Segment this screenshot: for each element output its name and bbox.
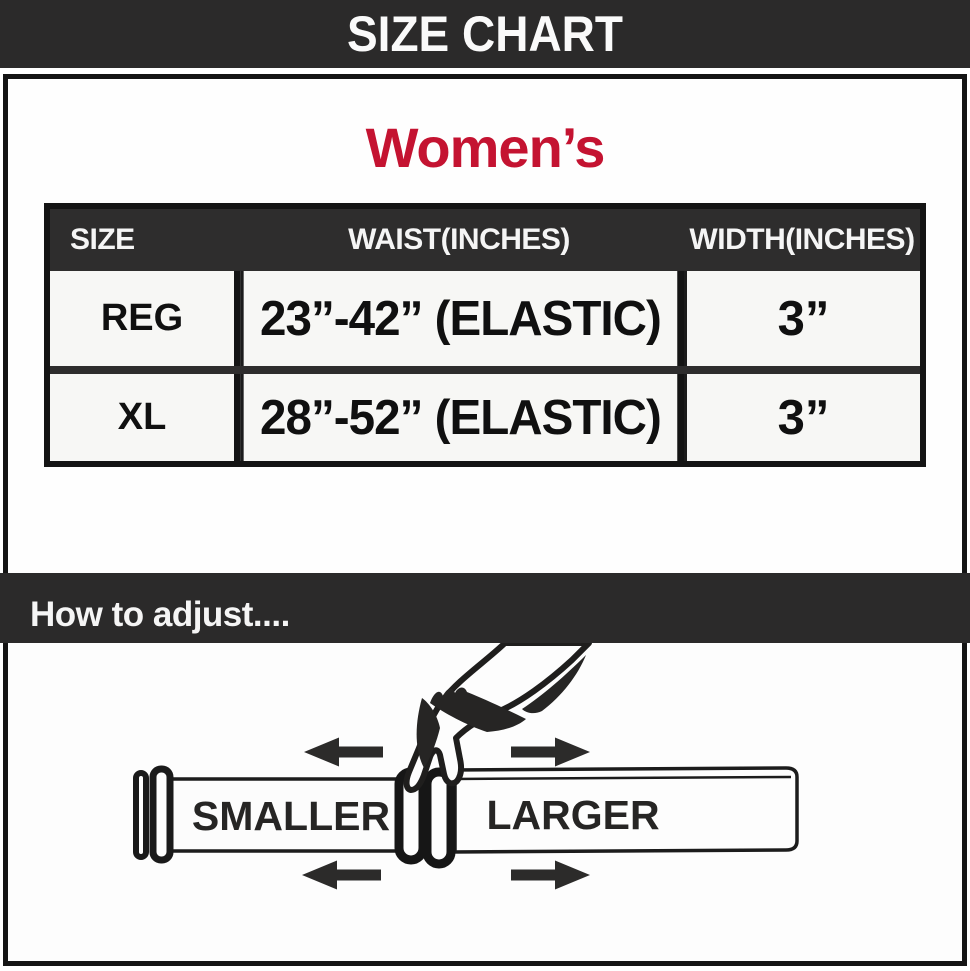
cell-size-xl: XL [50, 374, 234, 461]
smaller-label: SMALLER [191, 793, 391, 839]
womens-panel [3, 74, 967, 573]
column-header-waist: WAIST(INCHES) [348, 223, 570, 256]
table-row [50, 271, 920, 366]
belt-diagram [8, 643, 962, 961]
section-title-womens: Women’s [365, 116, 605, 179]
table-header-row [50, 209, 920, 271]
how-to-adjust-band [0, 573, 970, 643]
how-to-adjust-heading: How to adjust.... [30, 595, 290, 634]
table-row [50, 366, 920, 461]
arrow-left-icon [304, 738, 383, 767]
page-title: SIZE CHART [347, 6, 623, 62]
cell-size-reg: REG [50, 271, 234, 366]
larger-label: LARGER [486, 792, 660, 838]
belt-buckle-icon [136, 769, 170, 860]
size-table [44, 203, 926, 467]
arrow-left-icon [302, 861, 381, 890]
cell-waist-reg: 23”-42” (ELASTIC) [241, 271, 678, 366]
arrow-right-icon [511, 738, 590, 767]
column-header-size: SIZE [70, 223, 135, 256]
arrow-right-icon [511, 861, 590, 890]
cell-width-reg: 3” [684, 271, 920, 366]
title-banner [0, 0, 970, 68]
cell-waist-xl: 28”-52” (ELASTIC) [241, 374, 678, 461]
column-header-width: WIDTH(INCHES) [689, 223, 915, 256]
belt-adjust-illustration [3, 643, 967, 966]
cell-width-xl: 3” [684, 374, 920, 461]
